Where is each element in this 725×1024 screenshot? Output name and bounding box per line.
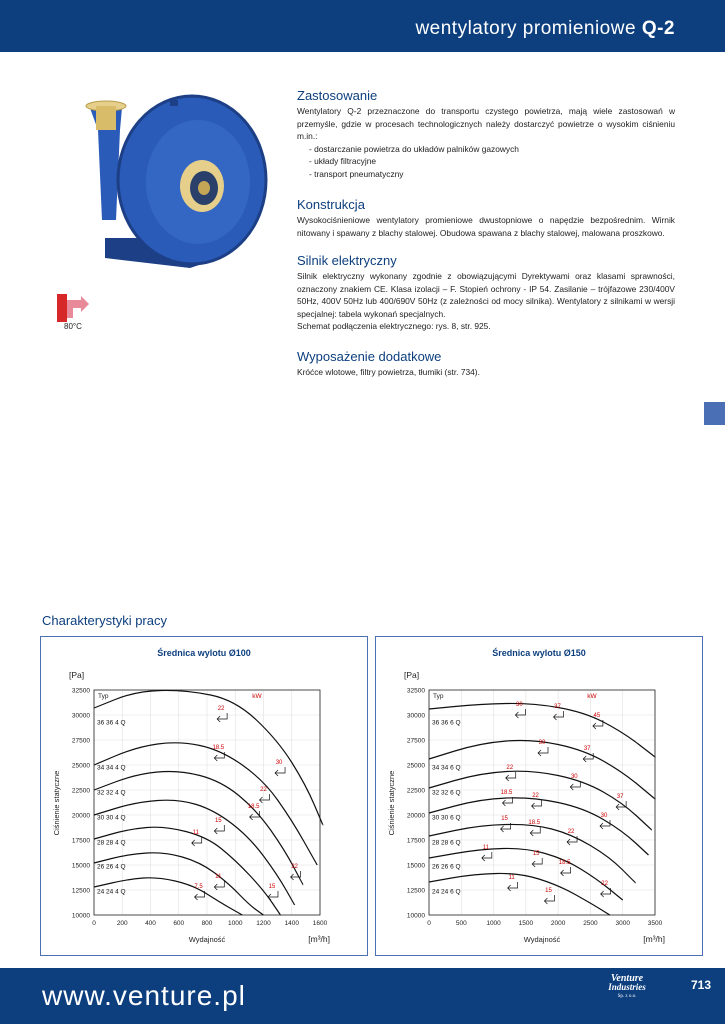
x-tick-label: 500 — [455, 920, 467, 927]
series-label: 26 26 6 Q — [432, 863, 461, 871]
y-tick-label: 32500 — [406, 687, 425, 695]
x-tick-label: 1500 — [518, 920, 534, 927]
y-tick-label: 25000 — [71, 762, 90, 770]
y-tick-label: 27500 — [71, 737, 90, 745]
y-axis-title: Ciśnienie statyczne — [52, 770, 61, 836]
y-tick-label: 20000 — [71, 812, 90, 820]
x-tick-label: 800 — [201, 920, 213, 927]
power-label: 18.5 — [558, 860, 571, 866]
y-tick-label: 20000 — [406, 812, 425, 820]
power-label: 22 — [506, 765, 514, 771]
list-item: - układy filtracyjne — [309, 156, 377, 166]
temperature-indicator — [57, 294, 95, 329]
power-label: 30 — [538, 740, 546, 746]
power-label: 22 — [532, 793, 539, 799]
kw-label: kW — [252, 693, 262, 700]
y-unit-label: [Pa] — [404, 670, 420, 680]
power-label: 30 — [600, 813, 608, 819]
series-line — [94, 878, 242, 915]
thermometer-icon — [57, 294, 95, 324]
series-label: 28 28 6 Q — [432, 839, 461, 847]
charts-title: Charakterystyki pracy — [42, 613, 167, 628]
y-tick-label: 32500 — [71, 687, 90, 695]
website-link[interactable]: www.venture.pl — [42, 980, 246, 1011]
temperature-label: 80°C — [64, 322, 82, 331]
x-tick-label: 0 — [92, 920, 96, 927]
heading-konstrukcja: Konstrukcja — [297, 197, 365, 212]
x-tick-label: 1400 — [284, 920, 299, 927]
power-marker — [217, 713, 227, 722]
power-marker — [275, 767, 285, 776]
power-label: 11 — [215, 874, 222, 880]
fan-illustration — [80, 90, 280, 270]
list-item: - dostarczanie powietrza do układów palników gazowych — [309, 143, 519, 154]
power-marker — [482, 852, 492, 861]
x-tick-label: 3500 — [647, 920, 663, 927]
power-marker — [583, 753, 593, 762]
power-label: 15 — [268, 884, 276, 890]
text-silnik-schemat: Schemat podłączenia elektrycznego: rys. 8, str. 925. — [297, 321, 491, 331]
x-tick-label: 1000 — [486, 920, 501, 927]
y-tick-label: 17500 — [406, 837, 425, 845]
power-label: 15 — [545, 888, 552, 894]
x-tick-label: 1600 — [312, 920, 328, 927]
y-axis-title: Ciśnienie statyczne — [387, 770, 396, 836]
series-label: 34 34 4 Q — [97, 764, 126, 772]
power-marker — [532, 858, 542, 867]
power-marker — [570, 781, 580, 790]
y-tick-label: 27500 — [406, 737, 425, 745]
series-label: 36 36 4 Q — [97, 719, 126, 727]
text-zastosowanie: Wentylatory Q-2 przeznaczone do transportu czystego powietrza, mają wiele zastosowań w przemyśle, gdzie w procesach technologicznych należy dostarczyć powietrze o wysokim ciśnieniu m.in.: — [297, 106, 675, 141]
series-label: 24 24 6 Q — [432, 888, 461, 896]
x-tick-label: 2000 — [550, 920, 566, 927]
footer-bar — [0, 968, 725, 1024]
power-marker — [532, 800, 542, 809]
section-konstrukcja — [297, 197, 675, 239]
series-label: 24 24 4 Q — [97, 888, 126, 896]
x-tick-label: 400 — [145, 920, 156, 927]
y-tick-label: 30000 — [406, 712, 425, 720]
x-tick-label: 1000 — [228, 920, 243, 927]
x-axis-title: Wydajność — [188, 935, 226, 944]
power-label: 30 — [275, 760, 283, 766]
power-label: 22 — [567, 829, 575, 835]
x-axis-title: Wydajność — [523, 935, 561, 944]
y-unit-label: [Pa] — [69, 670, 85, 680]
power-marker — [530, 827, 540, 836]
heading-silnik: Silnik elektryczny — [297, 253, 397, 268]
power-marker — [538, 747, 548, 756]
power-label: 30 — [516, 702, 523, 708]
y-tick-label: 10000 — [71, 912, 90, 920]
power-marker — [515, 709, 525, 718]
y-tick-label: 30000 — [71, 712, 90, 720]
power-marker — [268, 891, 278, 900]
power-label: 7.5 — [194, 884, 203, 890]
series-line — [94, 743, 317, 865]
power-marker — [544, 895, 554, 904]
y-tick-label: 15000 — [71, 862, 90, 870]
power-label: 22 — [601, 881, 608, 887]
company-logo: Venture Industries Sp. z o.o. — [608, 973, 646, 999]
text-konstrukcja: Wysokociśnieniowe wentylatory promieniowe dwustopniowe o napędzie bezpośrednim. Wirnik nitowany i spawany z blachy stalowej. Obudowa spawana z blachy stalowej, malowana proszkowo. — [297, 215, 675, 238]
text-wyposazenie: Króćce wlotowe, filtry powietrza, tłumiki (str. 734). — [297, 367, 480, 377]
power-marker — [250, 811, 260, 820]
power-label: 22 — [291, 864, 298, 870]
power-marker — [291, 871, 301, 880]
power-label: 18.5 — [528, 820, 541, 826]
plot-frame — [429, 690, 655, 915]
y-tick-label: 12500 — [71, 887, 90, 895]
power-label: 15 — [214, 818, 222, 824]
power-marker — [195, 891, 205, 900]
chart-d150 — [376, 637, 702, 955]
power-label: 22 — [217, 706, 225, 712]
typ-label: Typ — [433, 693, 444, 700]
power-marker — [192, 837, 202, 846]
series-label: 26 26 4 Q — [97, 863, 126, 871]
chart-title: Średnica wylotu Ø150 — [492, 648, 586, 658]
chart-title: Średnica wylotu Ø100 — [157, 648, 251, 658]
series-label: 32 32 6 Q — [432, 789, 461, 797]
section-wyposazenie — [297, 349, 675, 379]
side-tab-marker — [704, 402, 725, 425]
list-item: - transport pneumatyczny — [309, 168, 404, 179]
power-label: 11 — [192, 830, 199, 836]
power-label: 15 — [501, 816, 508, 822]
power-label: 11 — [508, 875, 515, 881]
kw-label: kW — [587, 693, 597, 700]
series-label: 32 32 4 Q — [97, 789, 126, 797]
heading-zastosowanie: Zastosowanie — [297, 88, 378, 103]
y-tick-label: 17500 — [71, 837, 90, 845]
series-line — [429, 771, 652, 830]
x-tick-label: 2500 — [583, 920, 598, 927]
section-zastosowanie — [297, 88, 675, 180]
x-tick-label: 1200 — [256, 920, 271, 927]
power-marker — [506, 772, 516, 781]
power-marker — [600, 820, 610, 829]
power-label: 15 — [532, 851, 540, 857]
y-tick-label: 12500 — [406, 887, 425, 895]
section-silnik — [297, 253, 675, 333]
y-tick-label: 22500 — [406, 787, 425, 795]
y-tick-label: 10000 — [406, 912, 425, 920]
power-marker — [561, 867, 571, 876]
power-marker — [214, 881, 224, 890]
series-label: 30 30 4 Q — [97, 814, 126, 822]
x-unit-label: [m³/h] — [643, 934, 665, 944]
y-tick-label: 22500 — [71, 787, 90, 795]
y-tick-label: 25000 — [406, 762, 425, 770]
list-zastosowanie — [297, 143, 675, 181]
power-label: 30 — [570, 774, 578, 780]
power-marker — [214, 825, 224, 834]
chart-d100 — [41, 637, 367, 955]
power-label: 45 — [593, 713, 601, 719]
power-label: 18.5 — [500, 790, 513, 796]
power-label: 18.5 — [212, 745, 225, 751]
typ-label: Typ — [98, 693, 109, 700]
text-silnik: Silnik elektryczny wykonany zgodnie z obowiązującymi Dyrektywami oraz klasami sprawności, oznaczony znakiem CE. Klasa izolacji – F. Stopień ochrony - IP 54. Zasilanie – trójfazowe 230/400V 50Hz, 400V 50Hz lub 400/690V 50Hz (z zależności od mocy silnika). Wentylatory z silnikami w wersji specjalnej: tabela wykonań specjalnych. — [297, 271, 675, 319]
heading-wyposazenie: Wyposażenie dodatkowe — [297, 349, 442, 364]
chart-box-100 — [40, 636, 368, 956]
y-tick-label: 15000 — [406, 862, 425, 870]
series-label: 28 28 4 Q — [97, 839, 126, 847]
x-tick-label: 0 — [427, 920, 431, 927]
power-label: 37 — [616, 794, 624, 800]
power-marker — [260, 794, 270, 803]
x-tick-label: 200 — [116, 920, 128, 927]
power-label: 37 — [583, 746, 591, 752]
header-bar — [0, 0, 725, 52]
chart-box-150 — [375, 636, 703, 956]
x-tick-label: 3000 — [615, 920, 630, 927]
power-label: 18.5 — [247, 804, 260, 810]
series-label: 34 34 6 Q — [432, 764, 461, 772]
x-unit-label: [m³/h] — [308, 934, 330, 944]
power-marker — [508, 882, 518, 891]
series-label: 30 30 6 Q — [432, 814, 461, 822]
page-number: 713 — [690, 978, 711, 992]
x-tick-label: 600 — [173, 920, 185, 927]
power-label: 11 — [482, 845, 489, 851]
power-marker — [553, 711, 563, 720]
page-title: wentylatory promieniowe Q-2 — [415, 18, 675, 39]
power-label: 22 — [260, 787, 267, 793]
series-label: 36 36 6 Q — [432, 719, 461, 727]
power-label: 37 — [554, 704, 561, 710]
